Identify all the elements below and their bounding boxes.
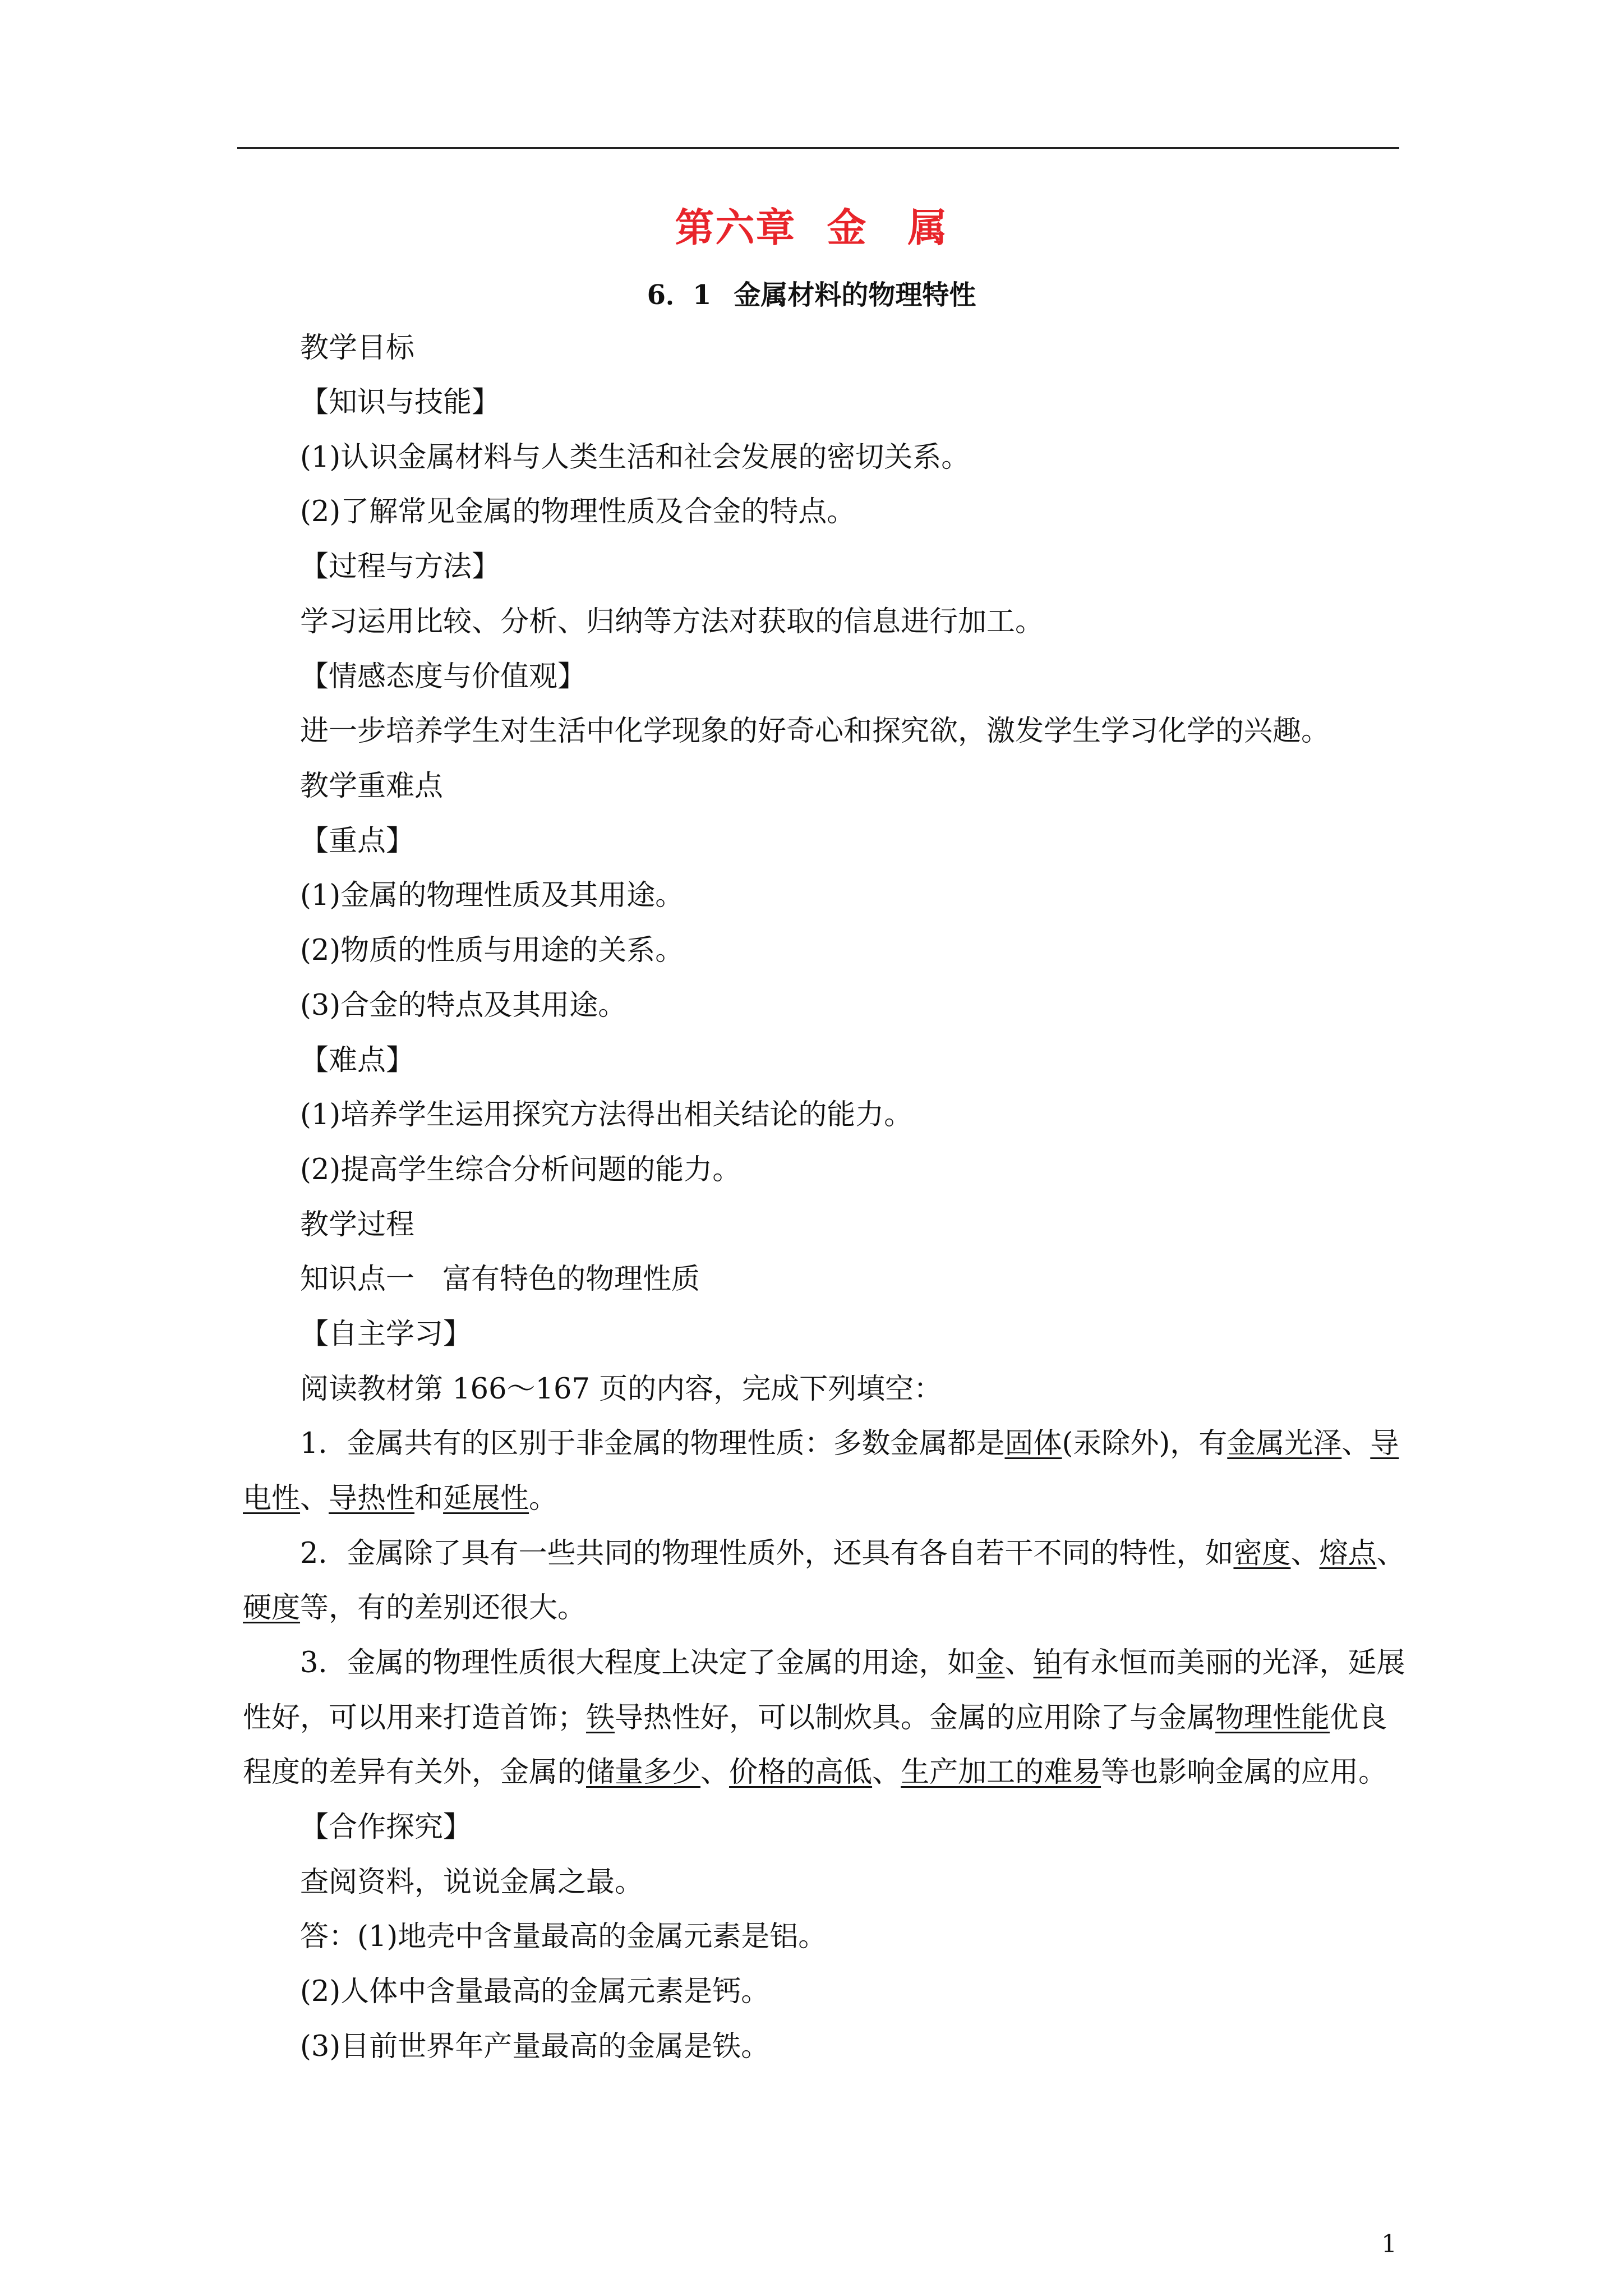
knowledge-point-number: 知识点一 xyxy=(300,1263,415,1296)
answer-blank: 金 xyxy=(976,1646,1005,1680)
fill-blank-paragraph-3-cont: 程度的差异有关外，金属的储量多少、价格的高低、生产加工的难易等也影响金属的应用。 xyxy=(243,1756,1387,1789)
goal-item: 进一步培养学生对生活中化学现象的好奇心和探究欲，激发学生学习化学的兴趣。 xyxy=(300,715,1330,748)
answer-blank: 生产加工的难易 xyxy=(901,1756,1101,1789)
chapter-name: 金 属 xyxy=(827,204,948,251)
key-point-item: (3)合金的特点及其用途。 xyxy=(300,989,627,1022)
inquiry-prompt: 查阅资料，说说金属之最。 xyxy=(300,1866,644,1899)
answer-blank: 密度 xyxy=(1233,1537,1291,1570)
knowledge-point-heading xyxy=(300,1262,700,1297)
answer-blank: 铂 xyxy=(1033,1646,1062,1680)
subheading-key-points: 【重点】 xyxy=(300,825,415,858)
answer-blank: 铁 xyxy=(586,1701,615,1734)
chapter-number: 第六章 xyxy=(675,204,796,251)
subheading-process-method: 【过程与方法】 xyxy=(300,550,501,583)
page-number: 1 xyxy=(1381,2230,1397,2258)
difficult-point-item: (2)提高学生综合分析问题的能力。 xyxy=(300,1153,741,1186)
chapter-title xyxy=(0,196,1623,253)
key-point-item: (1)金属的物理性质及其用途。 xyxy=(300,879,684,912)
goal-item: (2)了解常见金属的物理性质及合金的特点。 xyxy=(300,495,856,528)
fill-blank-paragraph-3-cont: 性好，可以用来打造首饰；铁导热性好，可以制炊具。金属的应用除了与金属物理性能优良 xyxy=(243,1701,1387,1734)
fill-blank-paragraph-1-cont: 电性、导热性和延展性。 xyxy=(243,1482,558,1515)
fill-blank-paragraph-2: 2．金属除了具有一些共同的物理性质外，还具有各自若干不同的特性，如密度、熔点、 xyxy=(300,1537,1405,1570)
answer-blank: 导 xyxy=(1370,1427,1399,1460)
reading-instruction: 阅读教材第 166～167 页的内容，完成下列填空： xyxy=(300,1373,943,1406)
answer-blank: 储量多少 xyxy=(586,1756,701,1789)
answer-blank: 延展性 xyxy=(443,1482,529,1515)
subheading-difficult-points: 【难点】 xyxy=(300,1044,415,1077)
header-rule xyxy=(237,147,1399,149)
fill-blank-paragraph-2-cont: 硬度等，有的差别还很大。 xyxy=(243,1591,587,1625)
answer-blank: 固体 xyxy=(1004,1427,1062,1460)
answer-blank: 熔点 xyxy=(1319,1537,1377,1570)
answer-blank: 导热性 xyxy=(329,1482,415,1515)
difficult-point-item: (1)培养学生运用探究方法得出相关结论的能力。 xyxy=(300,1098,913,1131)
answer-blank: 价格的高低 xyxy=(729,1756,873,1789)
answer-blank: 硬度 xyxy=(243,1591,301,1625)
heading-teaching-process: 教学过程 xyxy=(300,1208,415,1241)
answer-item: 答：(1)地壳中含量最高的金属元素是铝。 xyxy=(300,1920,827,1953)
heading-key-difficult-points: 教学重难点 xyxy=(300,770,444,803)
section-title xyxy=(0,273,1623,312)
section-number: 6．1 xyxy=(647,279,712,311)
key-point-item: (2)物质的性质与用途的关系。 xyxy=(300,934,684,967)
subheading-knowledge-skills: 【知识与技能】 xyxy=(300,386,501,419)
answer-blank: 物理性能 xyxy=(1215,1701,1330,1734)
goal-item: (1)认识金属材料与人类生活和社会发展的密切关系。 xyxy=(300,441,970,474)
knowledge-point-title: 富有特色的物理性质 xyxy=(442,1263,700,1296)
answer-item: (3)目前世界年产量最高的金属是铁。 xyxy=(300,2030,770,2063)
answer-item: (2)人体中含量最高的金属元素是钙。 xyxy=(300,1975,770,2008)
section-name: 金属材料的物理特性 xyxy=(734,279,976,311)
subheading-self-study: 【自主学习】 xyxy=(300,1318,472,1351)
goal-item: 学习运用比较、分析、归纳等方法对获取的信息进行加工。 xyxy=(300,605,1044,638)
fill-blank-paragraph-1: 1．金属共有的区别于非金属的物理性质：多数金属都是固体(汞除外)，有金属光泽、导 xyxy=(300,1427,1399,1460)
answer-blank: 金属光泽 xyxy=(1227,1427,1342,1460)
answer-blank: 电性 xyxy=(243,1482,301,1515)
heading-teaching-goals: 教学目标 xyxy=(300,332,415,365)
subheading-emotion-values: 【情感态度与价值观】 xyxy=(300,660,587,693)
subheading-cooperative-inquiry: 【合作探究】 xyxy=(300,1811,472,1844)
fill-blank-paragraph-3: 3．金属的物理性质很大程度上决定了金属的用途，如金、铂有永恒而美丽的光泽，延展 xyxy=(300,1646,1405,1680)
